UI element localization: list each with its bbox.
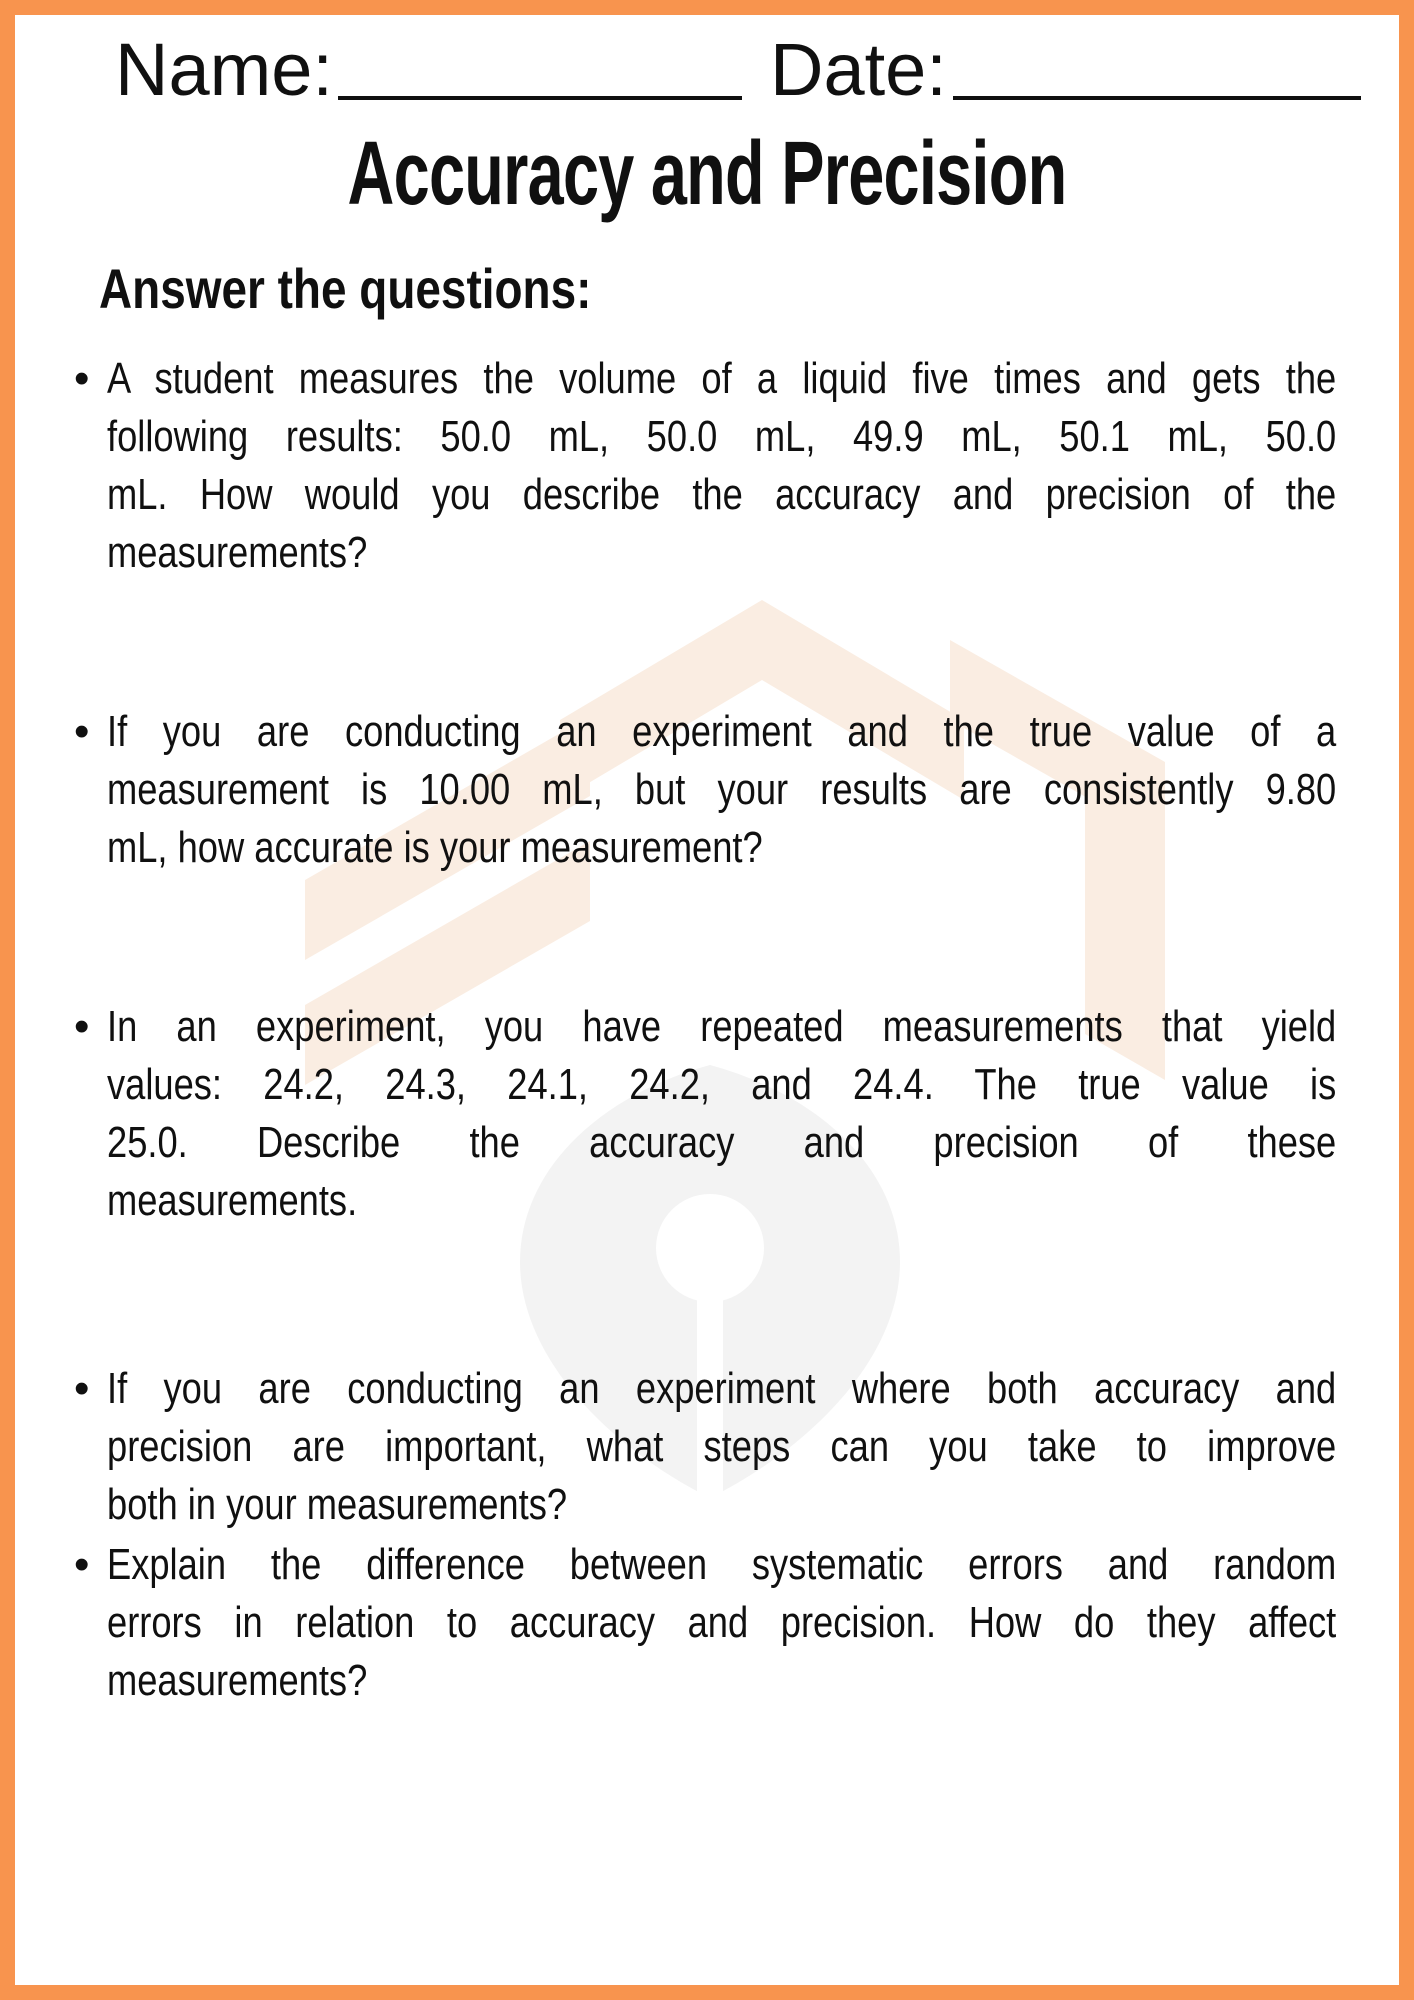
question-line: Explain the difference between systematic errors and random [107, 1540, 1337, 1589]
section-heading: Answer the questions: [99, 257, 592, 320]
question-line: measurement is 10.00 mL, but your results are consistently 9.80 [107, 765, 1337, 814]
bullet-marker: • [74, 354, 90, 403]
question-line: A student measures the volume of a liquid five times and gets the [107, 354, 1337, 403]
question-item-5 [74, 1536, 1414, 1710]
question-line: mL, how accurate is your measurement? [107, 823, 763, 872]
question-line: 25.0. Describe the accuracy and precision of these [107, 1118, 1337, 1167]
question-line: errors in relation to accuracy and precision. How do they affect [107, 1598, 1337, 1647]
question-item-3 [74, 998, 1414, 1230]
question-text [107, 998, 1336, 1230]
question-line: measurements? [107, 528, 368, 577]
bullet-marker: • [74, 1540, 90, 1589]
question-line: measurements? [107, 1656, 368, 1705]
question-text [107, 1360, 1336, 1534]
question-text [107, 703, 1336, 877]
bullet-marker: • [74, 1364, 90, 1413]
question-text [107, 350, 1336, 582]
question-item-1 [74, 350, 1414, 582]
question-line: If you are conducting an experiment and the true value of a [107, 707, 1337, 756]
question-item-2 [74, 703, 1414, 877]
name-label: Name: [115, 28, 333, 111]
question-line: following results: 50.0 mL, 50.0 mL, 49.9 mL, 50.1 mL, 50.0 [107, 412, 1337, 461]
page-title: Accuracy and Precision [347, 124, 1067, 224]
date-blank-line [953, 96, 1361, 100]
name-blank-line [338, 96, 742, 100]
date-label: Date: [770, 28, 947, 111]
bullet-marker: • [74, 707, 90, 756]
question-line: precision are important, what steps can you take to improve [107, 1422, 1337, 1471]
question-text [107, 1536, 1336, 1710]
question-line: In an experiment, you have repeated measurements that yield [107, 1002, 1337, 1051]
question-line: measurements. [107, 1176, 358, 1225]
question-line: If you are conducting an experiment where both accuracy and [107, 1364, 1337, 1413]
question-line: values: 24.2, 24.3, 24.1, 24.2, and 24.4. The true value is [107, 1060, 1337, 1109]
question-item-4 [74, 1360, 1414, 1534]
question-line: both in your measurements? [107, 1480, 568, 1529]
bullet-marker: • [74, 1002, 90, 1051]
question-line: mL. How would you describe the accuracy and precision of the [107, 470, 1337, 519]
